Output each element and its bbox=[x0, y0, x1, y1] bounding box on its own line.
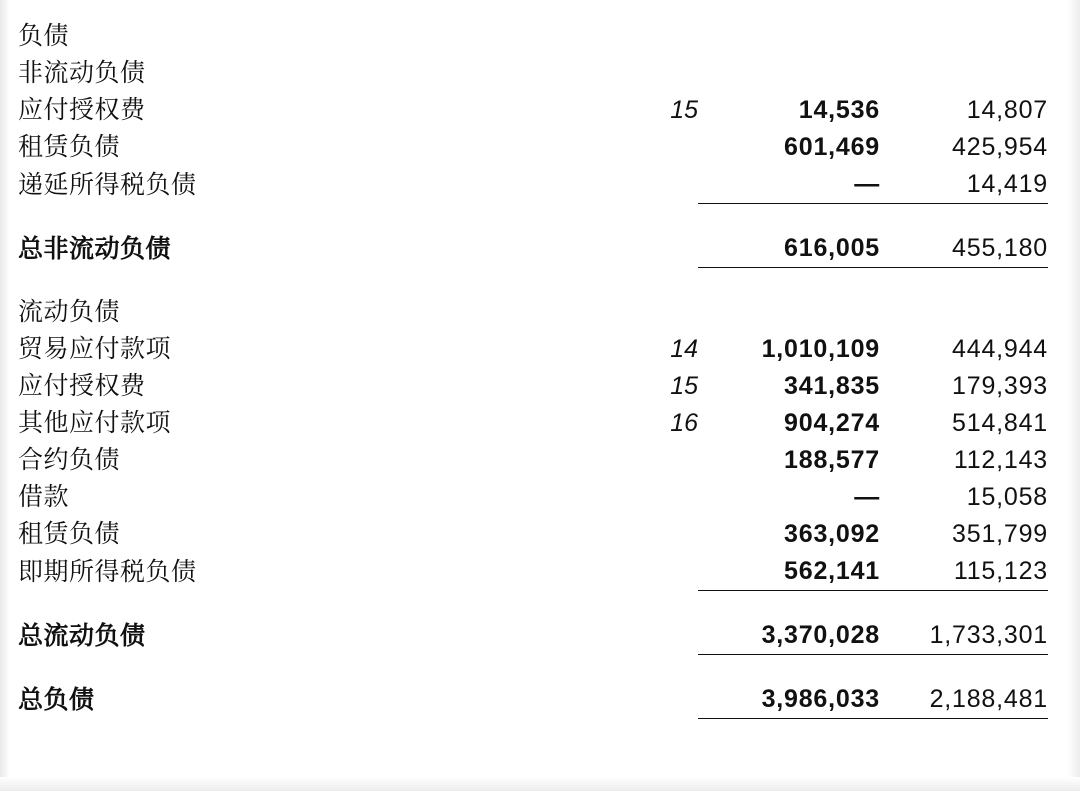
row-previous-value: 14,807 bbox=[966, 96, 1048, 124]
row-note: 15 bbox=[670, 372, 698, 400]
table-row bbox=[18, 92, 1048, 129]
row-previous-value: 112,143 bbox=[953, 446, 1048, 474]
subsection-noncurrent-note bbox=[578, 55, 698, 92]
spacer-cell bbox=[698, 268, 888, 295]
spacer-cell bbox=[578, 204, 698, 231]
subsection-title-current: 流动负债 bbox=[18, 298, 121, 326]
spacer-cell bbox=[888, 204, 1048, 231]
row-current-value: 1,010,109 bbox=[761, 335, 880, 363]
row-label: 应付授权费 bbox=[18, 96, 146, 124]
table-row bbox=[18, 479, 1048, 516]
spacer-cell bbox=[888, 655, 1048, 682]
row-previous-value: 351,799 bbox=[952, 520, 1048, 548]
subtotal-label: 总流动负债 bbox=[18, 621, 146, 650]
section-title-current bbox=[698, 18, 888, 55]
spacer-cell bbox=[698, 591, 888, 618]
subtotal-current-value: 616,005 bbox=[698, 230, 888, 268]
row-label: 其他应付款项 bbox=[18, 409, 172, 437]
subtotal-row-noncurrent bbox=[18, 230, 1048, 268]
spacer-cell bbox=[698, 204, 888, 231]
section-title: 负债 bbox=[18, 22, 70, 50]
subsection-current-current bbox=[698, 294, 888, 331]
row-current-value: 562,141 bbox=[698, 553, 888, 591]
row-note bbox=[578, 479, 698, 516]
spacer-cell bbox=[578, 268, 698, 295]
row-note bbox=[578, 442, 698, 479]
subtotal-label: 总非流动负债 bbox=[18, 234, 172, 263]
grand-total-note bbox=[578, 681, 698, 719]
spacer-row bbox=[18, 655, 1048, 682]
grand-total-label: 总负债 bbox=[18, 685, 95, 714]
row-current-value: — bbox=[698, 166, 888, 204]
spacer-row bbox=[18, 591, 1048, 618]
subtotal-current-value: 3,370,028 bbox=[698, 617, 888, 655]
spacer-cell bbox=[698, 655, 888, 682]
spacer-cell bbox=[18, 591, 578, 618]
row-label: 租赁负债 bbox=[18, 133, 121, 161]
page-edge-bottom bbox=[0, 777, 1080, 791]
page-edge-right bbox=[1068, 0, 1080, 791]
subsection-current-note bbox=[578, 294, 698, 331]
row-note bbox=[578, 516, 698, 553]
section-title-row bbox=[18, 18, 1048, 55]
subtotal-note bbox=[578, 230, 698, 268]
row-note bbox=[578, 553, 698, 591]
spacer-cell bbox=[578, 655, 698, 682]
subtotal-previous-value: 455,180 bbox=[888, 230, 1048, 268]
subsection-noncurrent-current bbox=[698, 55, 888, 92]
table-row bbox=[18, 368, 1048, 405]
row-label: 借款 bbox=[18, 483, 70, 511]
row-note: 15 bbox=[670, 96, 698, 124]
row-label: 贸易应付款项 bbox=[18, 335, 172, 363]
subtotal-previous-value: 1,733,301 bbox=[888, 617, 1048, 655]
row-label: 递延所得税负债 bbox=[18, 170, 197, 199]
grand-total-current-value: 3,986,033 bbox=[698, 681, 888, 719]
subsection-title-row-noncurrent bbox=[18, 55, 1048, 92]
row-previous-value: 15,058 bbox=[966, 483, 1048, 511]
table-row bbox=[18, 405, 1048, 442]
row-current-value: 601,469 bbox=[784, 133, 880, 161]
row-current-value: 363,092 bbox=[784, 520, 880, 548]
row-note bbox=[578, 129, 698, 166]
section-title-previous bbox=[888, 18, 1048, 55]
spacer-cell bbox=[18, 655, 578, 682]
row-label: 即期所得税负债 bbox=[18, 557, 197, 586]
table-row bbox=[18, 516, 1048, 553]
row-current-value: 188,577 bbox=[784, 446, 880, 474]
spacer-cell bbox=[18, 204, 578, 231]
spacer-cell bbox=[18, 268, 578, 295]
row-previous-value: 14,419 bbox=[888, 166, 1048, 204]
table-row bbox=[18, 166, 1048, 204]
row-label: 租赁负债 bbox=[18, 520, 121, 548]
table-row bbox=[18, 553, 1048, 591]
row-current-value: 341,835 bbox=[784, 372, 880, 400]
table-row bbox=[18, 331, 1048, 368]
table-row bbox=[18, 442, 1048, 479]
row-label: 合约负债 bbox=[18, 446, 121, 474]
table-row bbox=[18, 129, 1048, 166]
spacer-row bbox=[18, 268, 1048, 295]
spacer-cell bbox=[578, 591, 698, 618]
subtotal-row-current bbox=[18, 617, 1048, 655]
liabilities-table bbox=[18, 18, 1048, 719]
subsection-noncurrent-previous bbox=[888, 55, 1048, 92]
subsection-title-noncurrent: 非流动负债 bbox=[18, 59, 146, 87]
row-note: 16 bbox=[670, 409, 698, 437]
spacer-cell bbox=[888, 591, 1048, 618]
row-label: 应付授权费 bbox=[18, 372, 146, 400]
grand-total-row bbox=[18, 681, 1048, 719]
subsection-current-previous bbox=[888, 294, 1048, 331]
row-previous-value: 179,393 bbox=[952, 372, 1048, 400]
row-note bbox=[578, 166, 698, 204]
row-previous-value: 444,944 bbox=[952, 335, 1048, 363]
spacer-cell bbox=[888, 268, 1048, 295]
row-previous-value: 115,123 bbox=[888, 553, 1048, 591]
grand-total-previous-value: 2,188,481 bbox=[888, 681, 1048, 719]
spacer-row bbox=[18, 204, 1048, 231]
subtotal-note bbox=[578, 617, 698, 655]
row-current-value: 14,536 bbox=[798, 96, 880, 124]
row-current-value: — bbox=[854, 483, 880, 511]
section-title-note bbox=[578, 18, 698, 55]
row-previous-value: 514,841 bbox=[952, 409, 1048, 437]
row-current-value: 904,274 bbox=[784, 409, 880, 437]
page-edge-left bbox=[0, 0, 10, 791]
subsection-title-row-current bbox=[18, 294, 1048, 331]
row-previous-value: 425,954 bbox=[952, 133, 1048, 161]
row-note: 14 bbox=[670, 335, 698, 363]
